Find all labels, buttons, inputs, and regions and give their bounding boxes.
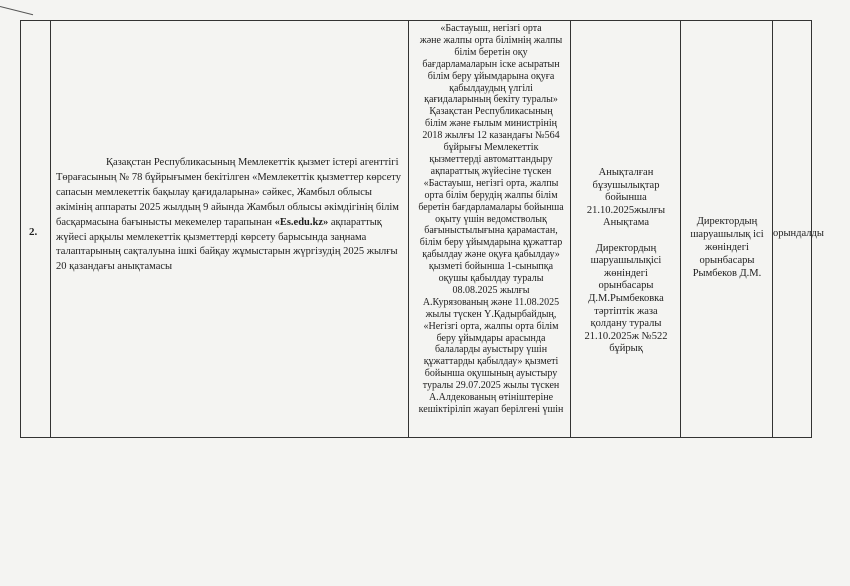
scan-artifact-line [0,6,33,15]
description-intro: Қазақстан Республикасының Мемлекеттік қызмет істері агенттігі Төрағасының № 78 бұйрығымен бекітілген «Мемлекеттік қызметтер көрсету сапасын мемлекеттік бақылау қағидаларына» сәйкес, Жамбыл облысы әкімінің аппараты 2025 жылдың 9 айында Жамбыл облысы әкімдігінің білім басқармасына бағынысты мекемелер тарапынан [56,157,401,228]
description-cell [51,21,409,437]
responsible-cell [681,21,773,437]
responsible-text: Директордың шаруашылық ісі жөніндегі орынбасары Рымбеков Д.М. [690,216,764,279]
status-text: орындалды [773,228,824,239]
status-cell [773,21,824,437]
document-table [20,20,824,438]
action-cell [571,21,681,437]
action-text: Анықталған бұзушылықтар бойынша 21.10.2025жылғы Анықтама Директордың шаруашылықісі жөніндегі орынбасары Д.М.Рымбековка тәртіптік жаза қолдану туралы 21.10.2025ж №522 бұйрық [584,167,668,355]
basis-cell [409,21,571,437]
basis-text: «Бастауыш, негізгі орта және жалпы орта білімнің жалпы білім беретін оқу бағдарламаларын іске асыратын білім беру ұйымдарына оқуға қабылдаудың үлгілі қағидаларының бекіту туралы» Қазақстан Республикасының білім және ғылым министрінің 2018 жылғы 12 казандағы №564 бұйрығы Мемлекеттік қызметтерді автоматтандыру ақпараттық жүйесіне түскен «Бастауыш, негізгі орта, жалпы орта білім берудің жалпы білім беретін бағдарламалары бойынша оқыту үшін ведомстволық бағыныстылығына қарамастан, білім беру ұйымдарына құжаттар қабылдау және оқуға қабылдау» қызметі бойынша 1-сыныпқа оқушы қабылдау туралы 08.08.2025 жылғы А.Курязованың және 11.08.2025 жылы түскен Ү.Қадырбайдың, «Негізгі орта, жалпы орта білім беру ұйымдары арасында балаларды ауыстыру үшін құжаттарды қабылдау» қызметі бойынша оқушының ауыстыру туралы 29.07.2025 жылы түскен А.Алдекованың өтініштеріне кешіктіріліп жауап берілгені үшін [418,23,564,415]
number-cell [21,21,51,437]
description-bold: «Es.edu.kz» [274,216,329,228]
row-number: 2. [29,226,38,238]
description-rest: ақпараттық жүйесі арқылы мемлекеттік қызметтерді көрсету барысында заңнама талаптарының сақталуына ішкі байқау жұмыстарын жүргізудің 2025 жылғы 20 қазандағы анықтамасы [56,216,398,273]
description-text [56,156,406,275]
